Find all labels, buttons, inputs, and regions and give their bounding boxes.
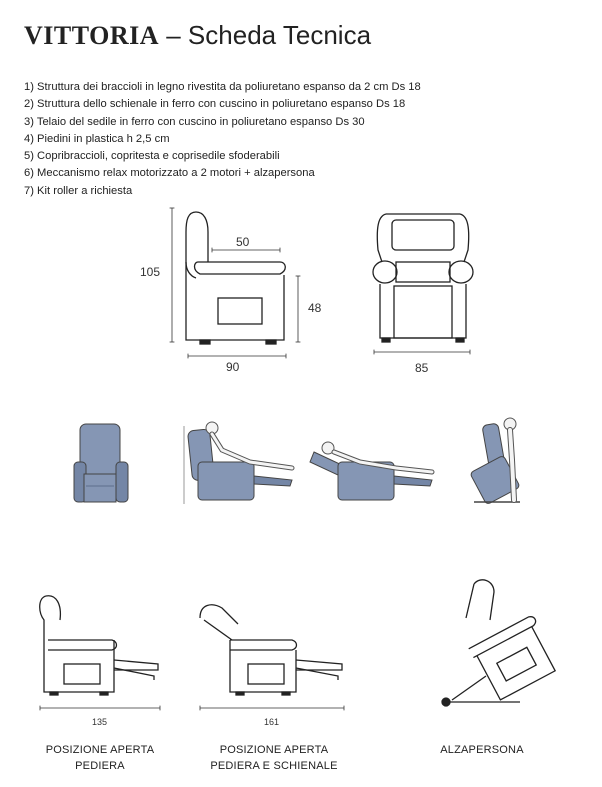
spec-item: 6) Meccanismo relax motorizzato a 2 motori + alzapersona: [24, 167, 315, 180]
page-subtitle: – Scheda Tecnica: [166, 20, 372, 50]
front-view-drawing: [373, 214, 473, 342]
spec-item: 5) Copribraccioli, copritesta e coprisedile sfoderabili: [24, 150, 280, 163]
caption-lift: [430, 742, 534, 758]
open-full-drawing: [200, 605, 342, 695]
caption-line: PEDIERA E SCHIENALE: [210, 760, 338, 772]
dim-seat-depth: 50: [236, 235, 250, 249]
caption-line: ALZAPERSONA: [440, 744, 524, 756]
open-footrest-drawing: [40, 596, 158, 695]
dim-height: 105: [140, 265, 161, 279]
caption-open-full: [196, 742, 352, 774]
side-view-drawing: [186, 212, 285, 344]
chair-lift-illustration: [470, 418, 520, 505]
spec-item: 4) Piedini in plastica h 2,5 cm: [24, 132, 170, 145]
spec-item: 1) Struttura dei braccioli in legno rivestita da poliuretano espanso da 2 cm Ds 18: [24, 81, 421, 93]
dim-width: 85: [415, 361, 429, 375]
dim-seat-height: 48: [308, 301, 322, 315]
spec-item: 2) Struttura dello schienale in ferro con cuscino in poliuretano espanso Ds 18: [24, 98, 406, 111]
chair-front-illustration: [74, 424, 128, 502]
caption-open-footrest: [30, 742, 170, 774]
side-view-dimensions: [172, 208, 298, 356]
lift-position-drawing: [442, 580, 561, 706]
dim-depth: 90: [226, 360, 240, 374]
dim-open-footrest: 135: [92, 717, 108, 727]
spec-item: 3) Telaio del sedile in ferro con cuscino in poliuretano espanso Ds 30: [24, 115, 365, 128]
spec-item: 7) Kit roller a richiesta: [24, 184, 133, 197]
chair-recline-illustration: [184, 422, 292, 504]
caption-line: PEDIERA: [75, 760, 125, 772]
caption-line: POSIZIONE APERTA: [219, 744, 329, 756]
dim-open-full: 161: [264, 717, 280, 727]
chair-full-recline-illustration: [310, 442, 432, 500]
product-name: VITTORIA: [24, 21, 160, 50]
caption-line: POSIZIONE APERTA: [45, 744, 155, 756]
